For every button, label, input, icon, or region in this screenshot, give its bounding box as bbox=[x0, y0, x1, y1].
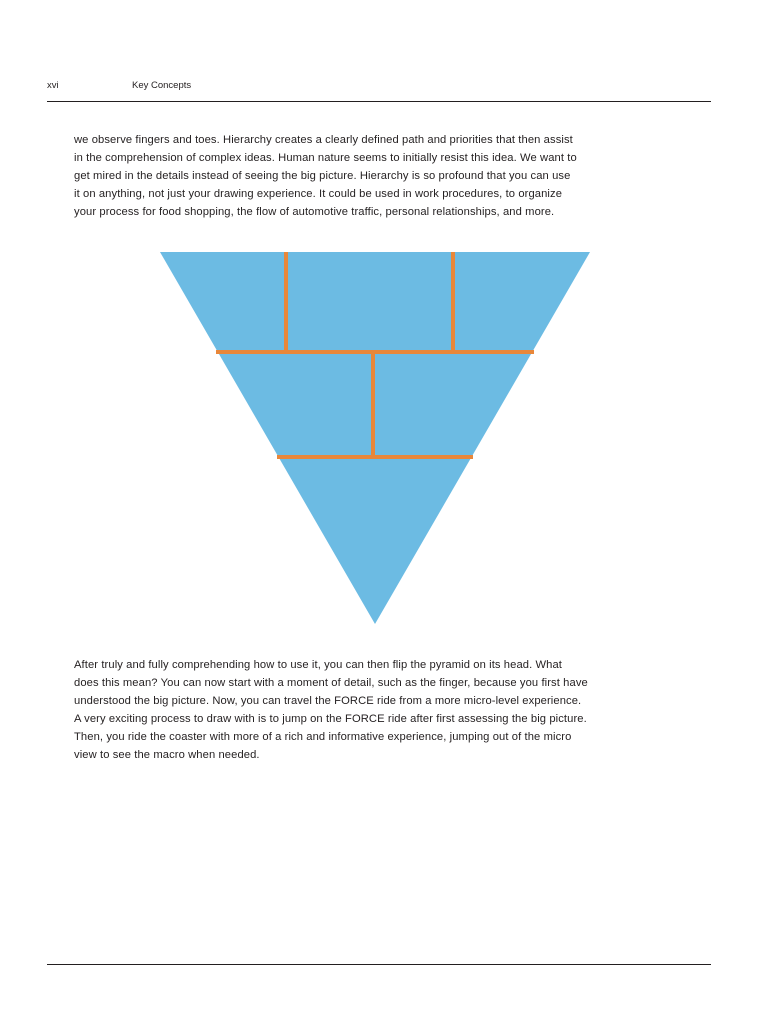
text-line: we observe fingers and toes. Hierarchy creates a clearly defined path and priorities that then assist bbox=[74, 134, 573, 146]
paragraph-hierarchy bbox=[74, 131, 684, 221]
paragraph-flip-pyramid bbox=[74, 656, 684, 764]
header-rule bbox=[47, 101, 711, 102]
text-line: your process for food shopping, the flow of automotive traffic, personal relationships, and more. bbox=[74, 206, 555, 218]
text-line: does this mean? You can now start with a moment of detail, such as the finger, because you first have bbox=[74, 677, 588, 689]
footer-rule bbox=[47, 964, 711, 965]
page-header bbox=[47, 80, 711, 102]
text-line: in the comprehension of complex ideas. Human nature seems to initially resist this idea. We want to bbox=[74, 152, 577, 164]
running-title: Key Concepts bbox=[132, 80, 192, 91]
text-line: get mired in the details instead of seeing the big picture. Hierarchy is so profound that you can use bbox=[74, 170, 571, 182]
inverted-pyramid-diagram bbox=[160, 252, 590, 624]
text-line: understood the big picture. Now, you can travel the FORCE ride from a more micro-level experience. bbox=[74, 695, 582, 707]
page-number: xvi bbox=[47, 80, 59, 91]
text-line: view to see the macro when needed. bbox=[74, 749, 260, 761]
text-line: Then, you ride the coaster with more of a rich and informative experience, jumping out of the micro bbox=[74, 731, 572, 743]
text-line: A very exciting process to draw with is to jump on the FORCE ride after first assessing the big picture. bbox=[74, 713, 587, 725]
text-line: it on anything, not just your drawing experience. It could be used in work procedures, to organize bbox=[74, 188, 563, 200]
text-line: After truly and fully comprehending how to use it, you can then flip the pyramid on its head. What bbox=[74, 659, 563, 671]
